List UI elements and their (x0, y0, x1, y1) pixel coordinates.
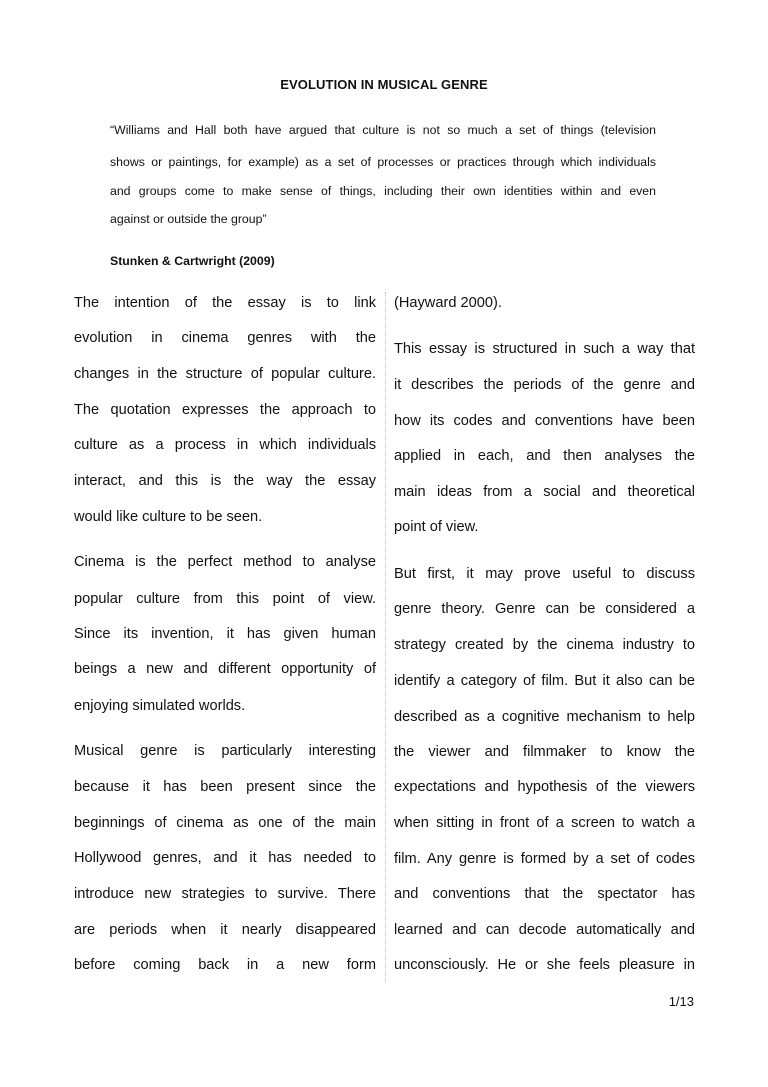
body-text-line: Since its invention, it has given human (74, 626, 376, 642)
body-text-line: But first, it may prove useful to discuss (394, 566, 695, 582)
quote-line: shows or paintings, for example) as a set of processes or practices through which individuals (110, 155, 656, 169)
body-text-line: how its codes and conventions have been (394, 413, 695, 429)
body-text-line: before coming back in a new form (74, 957, 376, 973)
body-text-line: described as a cognitive mechanism to help (394, 709, 695, 725)
quote-line: and groups come to make sense of things, including their own identities within and even (110, 184, 656, 198)
body-text-line: main ideas from a social and theoretical (394, 484, 695, 500)
body-text-line: beings a new and different opportunity of (74, 661, 376, 677)
body-text-line: identify a category of film. But it also can be (394, 673, 695, 689)
quote-line: “Williams and Hall both have argued that culture is not so much a set of things (television (110, 123, 656, 137)
body-text-line: introduce new strategies to survive. There (74, 886, 376, 902)
column-divider (385, 292, 386, 982)
body-text-line: unconsciously. He or she feels pleasure in (394, 957, 695, 973)
body-text-line: are periods when it nearly disappeared (74, 922, 376, 938)
body-text-line: film. Any genre is formed by a set of codes (394, 851, 695, 867)
quote-line: against or outside the group” (110, 212, 267, 226)
body-text-line: it describes the periods of the genre and (394, 377, 695, 393)
body-text-line: and conventions that the spectator has (394, 886, 695, 902)
quote-citation: Stunken & Cartwright (2009) (110, 254, 275, 268)
body-text-line: changes in the structure of popular culture. (74, 366, 376, 382)
body-text-line: enjoying simulated worlds. (74, 698, 246, 714)
body-text-line: evolution in cinema genres with the (74, 330, 376, 346)
page-number: 1/13 (668, 994, 694, 1009)
body-text-line: when sitting in front of a screen to watch a (394, 815, 695, 831)
body-text-line: This essay is structured in such a way that (394, 341, 695, 357)
body-text-line: genre theory. Genre can be considered a (394, 601, 695, 617)
body-text-line: Hollywood genres, and it has needed to (74, 850, 376, 866)
body-text-line: the viewer and filmmaker to know the (394, 744, 695, 760)
body-text-line: strategy created by the cinema industry to (394, 637, 695, 653)
body-text-line: applied in each, and then analyses the (394, 448, 695, 464)
body-text-line: learned and can decode automatically and (394, 922, 695, 938)
body-text-line: Musical genre is particularly interesting (74, 743, 376, 759)
body-text-line: because it has been present since the (74, 779, 376, 795)
body-text-line: (Hayward 2000). (394, 295, 502, 311)
body-text-line: Cinema is the perfect method to analyse (74, 554, 376, 570)
body-text-line: point of view. (394, 519, 479, 535)
body-text-line: expectations and hypothesis of the viewers (394, 779, 695, 795)
body-text-line: popular culture from this point of view. (74, 591, 376, 607)
body-text-line: culture as a process in which individuals (74, 437, 376, 453)
page-title: EVOLUTION IN MUSICAL GENRE (280, 77, 488, 92)
body-text-line: The intention of the essay is to link (74, 295, 376, 311)
body-text-line: would like culture to be seen. (74, 509, 263, 525)
body-text-line: The quotation expresses the approach to (74, 402, 376, 418)
body-text-line: interact, and this is the way the essay (74, 473, 376, 489)
body-text-line: beginnings of cinema as one of the main (74, 815, 376, 831)
